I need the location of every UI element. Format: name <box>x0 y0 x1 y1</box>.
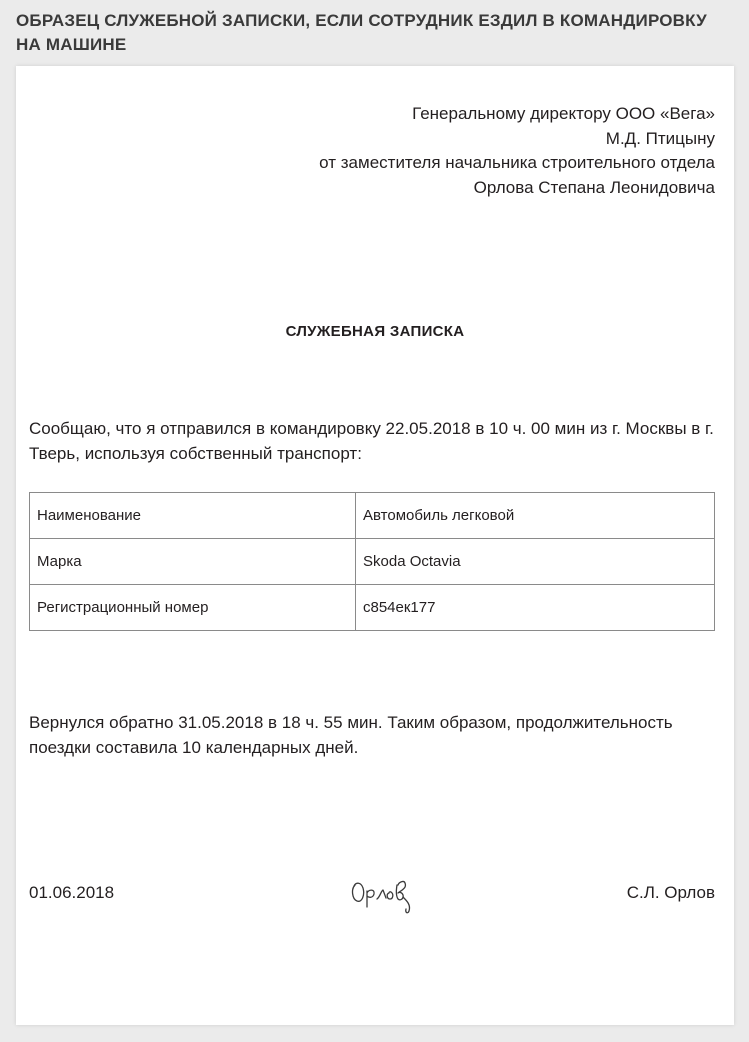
sender-line-name: Орлова Степана Леонидовича <box>473 177 715 197</box>
memo-sheet <box>16 66 734 1025</box>
return-paragraph: Вернулся обратно 31.05.2018 в 18 ч. 55 мин. Таким образом, продолжительность поездки составила 10 календарных дней. <box>29 713 673 757</box>
signer-name: С.Л. Орлов <box>626 883 715 902</box>
table-row <box>30 539 715 585</box>
table-row <box>30 585 715 631</box>
departure-paragraph: Сообщаю, что я отправился в командировку 22.05.2018 в 10 ч. 00 мин из г. Москвы в г. Тверь, используя собственный транспорт: <box>29 419 714 463</box>
table-row <box>30 493 715 539</box>
table-cell-label: Регистрационный номер <box>30 585 356 631</box>
table-cell-value: Автомобиль легковой <box>356 493 715 539</box>
page-heading: ОБРАЗЕЦ СЛУЖЕБНОЙ ЗАПИСКИ, ЕСЛИ СОТРУДНИК ЕЗДИЛ В КОМАНДИРОВКУ НА МАШИНЕ <box>16 11 707 54</box>
vehicle-table <box>29 492 715 631</box>
addressee-line-name: М.Д. Птицыну <box>605 128 715 148</box>
addressee-block <box>319 102 715 200</box>
sender-line-position: от заместителя начальника строительного отдела <box>319 153 715 172</box>
handwritten-signature <box>349 871 429 919</box>
memo-title: СЛУЖЕБНАЯ ЗАПИСКА <box>285 323 465 340</box>
table-cell-label: Наименование <box>30 493 356 539</box>
table-cell-value: с854ек177 <box>356 585 715 631</box>
table-cell-value: Skoda Octavia <box>356 539 715 585</box>
table-cell-label: Марка <box>30 539 356 585</box>
addressee-line-director: Генеральному директору ООО «Вега» <box>412 104 715 123</box>
memo-date: 01.06.2018 <box>29 883 115 902</box>
